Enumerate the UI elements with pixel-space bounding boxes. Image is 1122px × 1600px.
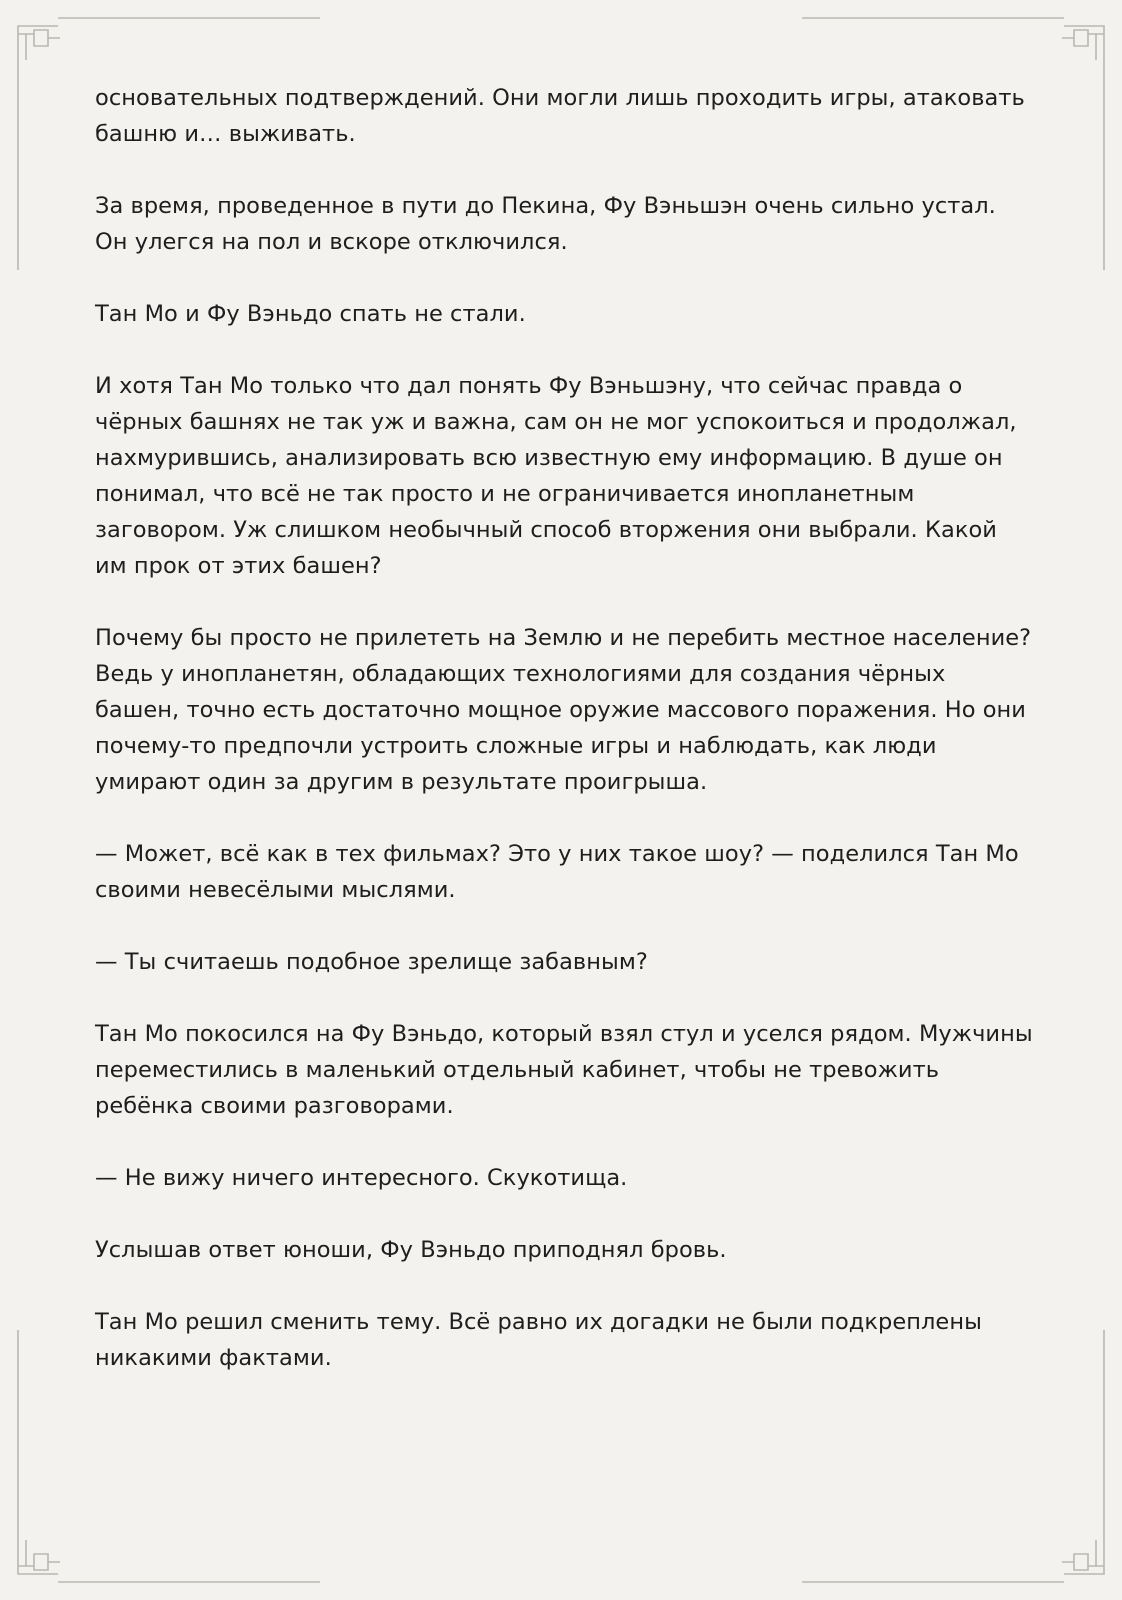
paragraph: Почему бы просто не прилететь на Землю и не перебить местное население? Ведь у инопланетян, обладающих технологиями для создания чёрных башен, точно есть достаточно мощное оружие массового поражения. Но они почему-то предпочли устроить сложные игры и наблюдать, как люди умирают один за другим в результате проигрыша.	[95, 625, 1032, 795]
document-body	[95, 80, 1035, 1412]
paragraph: Тан Мо покосился на Фу Вэньдо, который взял стул и уселся рядом. Мужчины переместились в маленький отдельный кабинет, чтобы не тревожить ребёнка своими разговорами.	[95, 1021, 1033, 1119]
paragraph: Услышав ответ юноши, Фу Вэньдо приподнял бровь.	[95, 1237, 727, 1263]
paragraph: Тан Мо и Фу Вэньдо спать не стали.	[95, 301, 526, 327]
paragraph: — Ты считаешь подобное зрелище забавным?	[95, 949, 648, 975]
paragraph: И хотя Тан Мо только что дал понять Фу Вэньшэну, что сейчас правда о чёрных башнях не так уж и важна, сам он не мог успокоиться и продолжал, нахмурившись, анализировать всю известную ему информацию. В душе он понимал, что всё не так просто и не ограничивается инопланетным заговором. Уж слишком необычный способ вторжения они выбрали. Какой им прок от этих башен?	[95, 373, 1017, 579]
paragraph: основательных подтверждений. Они могли лишь проходить игры, атаковать башню и… выживать.	[95, 85, 1025, 147]
paragraph: За время, проведенное в пути до Пекина, Фу Вэньшэн очень сильно устал. Он улегся на пол и вскоре отключился.	[95, 193, 996, 255]
paragraph: Тан Мо решил сменить тему. Всё равно их догадки не были подкреплены никакими фактами.	[95, 1309, 982, 1371]
paragraph: — Не вижу ничего интересного. Скукотища.	[95, 1165, 628, 1191]
paragraph: — Может, всё как в тех фильмах? Это у них такое шоу? — поделился Тан Мо своими невесёлыми мыслями.	[95, 841, 1019, 903]
